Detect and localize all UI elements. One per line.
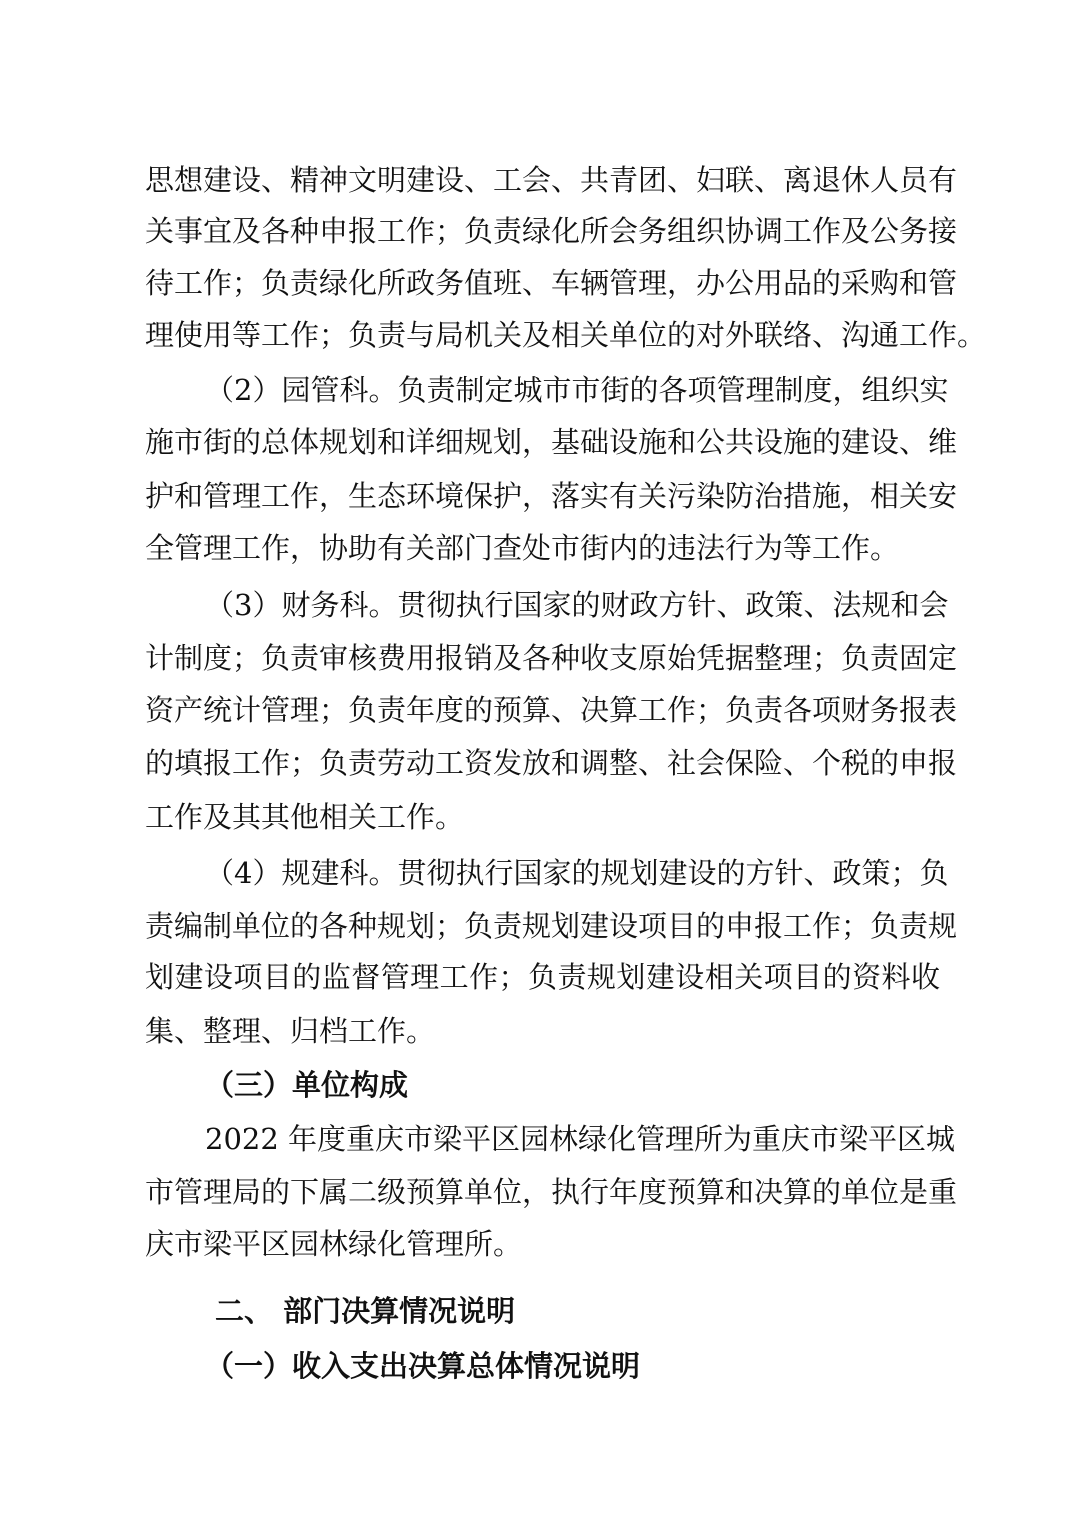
paragraph-line: 资产统计管理；负责年度的预算、决算工作；负责各项财务报表 bbox=[145, 693, 958, 727]
paragraph-line: （4）规建科。贯彻执行国家的规划建设的方针、政策；负 bbox=[205, 856, 949, 890]
paragraph-line: 待工作；负责绿化所政务值班、车辆管理，办公用品的采购和管 bbox=[145, 266, 958, 300]
paragraph-line: 划建设项目的监督管理工作；负责规划建设相关项目的资料收 bbox=[145, 960, 940, 994]
paragraph-line: 理使用等工作；负责与局机关及相关单位的对外联络、沟通工作。 bbox=[145, 318, 987, 352]
paragraph-line: 2022 年度重庆市梁平区园林绿化管理所为重庆市梁平区城 bbox=[205, 1122, 956, 1156]
paragraph-line: 工作及其其他相关工作。 bbox=[145, 800, 465, 834]
paragraph-line: 关事宜及各种申报工作；负责绿化所会务组织协调工作及公务接 bbox=[145, 214, 958, 248]
paragraph-line: 计制度；负责审核费用报销及各种收支原始凭据整理；负责固定 bbox=[145, 641, 958, 675]
paragraph-line: （3）财务科。贯彻执行国家的财政方针、政策、法规和会 bbox=[205, 588, 949, 622]
paragraph-line: 的填报工作；负责劳动工资发放和调整、社会保险、个税的申报 bbox=[145, 746, 958, 780]
paragraph-line: 思想建设、精神文明建设、工会、共青团、妇联、离退休人员有 bbox=[145, 163, 958, 197]
paragraph-line: 护和管理工作，生态环境保护，落实有关污染防治措施，相关安 bbox=[145, 479, 958, 513]
paragraph-line: 全管理工作，协助有关部门查处市街内的违法行为等工作。 bbox=[145, 531, 900, 565]
paragraph-line: 施市街的总体规划和详细规划，基础设施和公共设施的建设、维 bbox=[145, 425, 958, 459]
paragraph-line: 集、整理、归档工作。 bbox=[145, 1014, 436, 1048]
paragraph-line: （2）园管科。负责制定城市市街的各项管理制度，组织实 bbox=[205, 373, 949, 407]
section-heading: （一）收入支出决算总体情况说明 bbox=[205, 1349, 641, 1383]
paragraph-line: 市管理局的下属二级预算单位，执行年度预算和决算的单位是重 bbox=[145, 1175, 958, 1209]
part-heading: 二、 部门决算情况说明 bbox=[215, 1294, 516, 1328]
section-heading: （三）单位构成 bbox=[205, 1068, 409, 1102]
paragraph-line: 责编制单位的各种规划；负责规划建设项目的申报工作；负责规 bbox=[145, 909, 958, 943]
paragraph-line: 庆市梁平区园林绿化管理所。 bbox=[145, 1227, 523, 1261]
